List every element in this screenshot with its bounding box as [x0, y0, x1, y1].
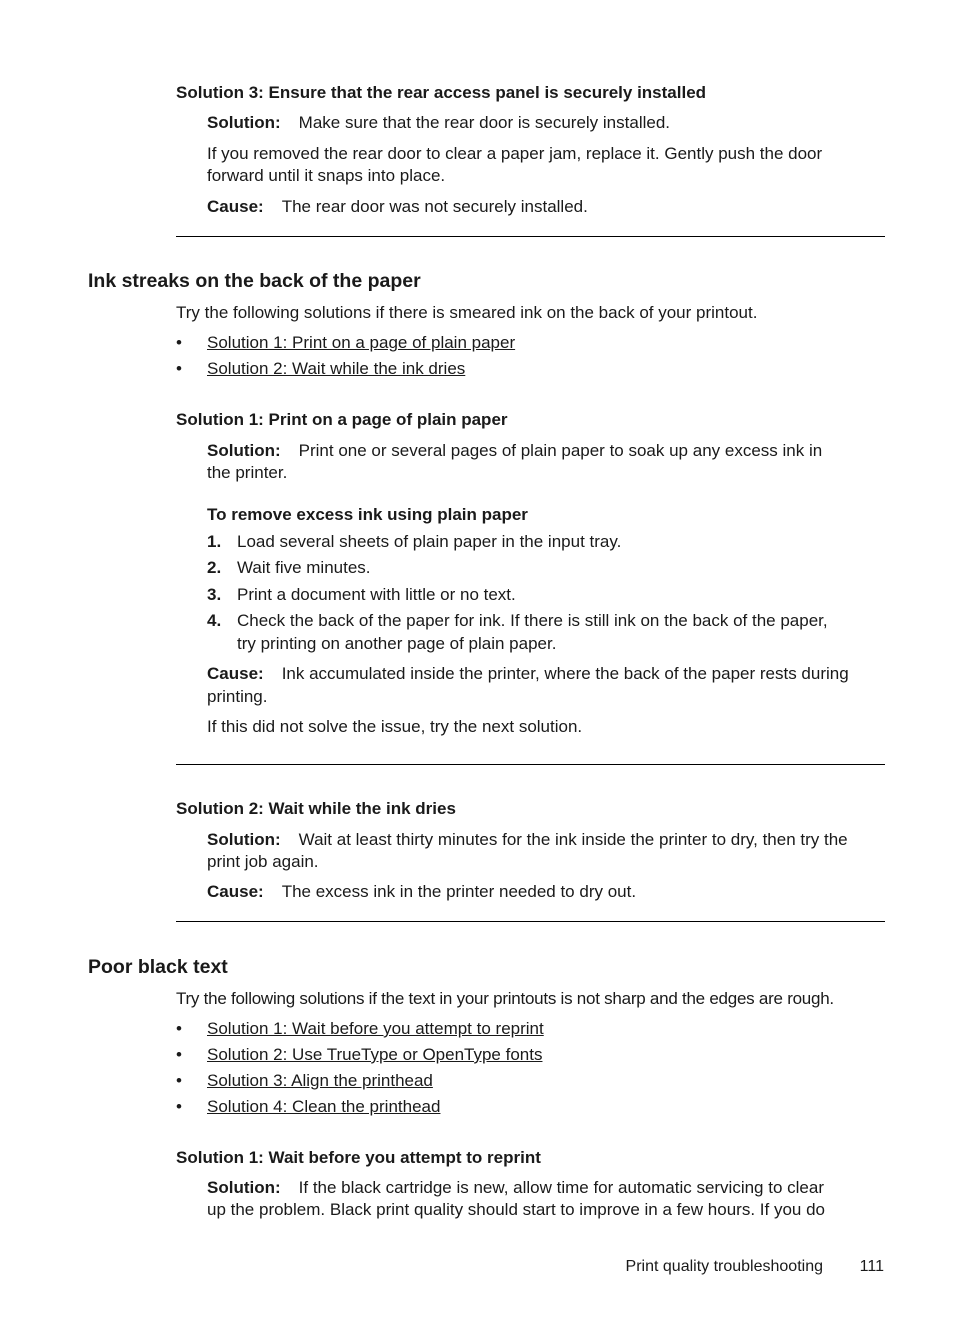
- body-text: If this did not solve the issue, try the next solution.: [207, 717, 583, 736]
- divider: [176, 764, 885, 765]
- cause-text: Ink accumulated inside the printer, where the back of the paper rests during: [281, 664, 849, 683]
- topic-heading: Poor black text: [88, 956, 228, 978]
- step-number: 2.: [207, 558, 222, 577]
- solution-text: Wait at least thirty minutes for the ink inside the printer to dry, then try the: [298, 830, 848, 849]
- link-solution-2[interactable]: Solution 2: Wait while the ink dries: [207, 359, 466, 378]
- step-number: 1.: [207, 532, 222, 551]
- bullet: •: [176, 359, 182, 378]
- cause-text: The rear door was not securely installed.: [281, 197, 588, 216]
- cause-paragraph: [207, 197, 588, 217]
- link-solution-1[interactable]: Solution 1: Print on a page of plain paper: [207, 333, 516, 352]
- solution-paragraph: [207, 113, 670, 133]
- divider: [176, 236, 885, 237]
- page-number: 111: [859, 1258, 884, 1275]
- solution-text: Make sure that the rear door is securely installed.: [298, 113, 670, 132]
- step-number: 4.: [207, 611, 222, 630]
- section-heading: Solution 1: Wait before you attempt to reprint: [176, 1148, 541, 1167]
- link-solution-2[interactable]: Solution 2: Use TrueType or OpenType fonts: [207, 1045, 543, 1064]
- link-solution-3[interactable]: Solution 3: Align the printhead: [207, 1071, 433, 1090]
- bullet: •: [176, 1019, 182, 1038]
- intro-text: Try the following solutions if the text in your printouts is not sharp and the edges are rough.: [176, 989, 834, 1008]
- bullet: •: [176, 1071, 182, 1090]
- step-text: Check the back of the paper for ink. If there is still ink on the back of the paper,: [237, 611, 828, 630]
- step-number: 3.: [207, 585, 222, 604]
- body-text: up the problem. Black print quality should start to improve in a few hours. If you do: [207, 1200, 825, 1219]
- body-text: forward until it snaps into place.: [207, 166, 446, 185]
- section-heading: Solution 2: Wait while the ink dries: [176, 799, 456, 818]
- step-text: Wait five minutes.: [237, 558, 371, 577]
- body-text: printing.: [207, 687, 268, 706]
- link-solution-4[interactable]: Solution 4: Clean the printhead: [207, 1097, 441, 1116]
- bullet: •: [176, 333, 182, 352]
- topic-heading: Ink streaks on the back of the paper: [88, 270, 421, 292]
- intro-text: Try the following solutions if there is smeared ink on the back of your printout.: [176, 303, 758, 322]
- footer-section-title: Print quality troubleshooting: [625, 1258, 823, 1275]
- step-text: try printing on another page of plain paper.: [237, 634, 557, 653]
- solution-paragraph: [207, 830, 848, 850]
- step-text: Print a document with little or no text.: [237, 585, 516, 604]
- body-text: the printer.: [207, 463, 288, 482]
- body-text: If you removed the rear door to clear a paper jam, replace it. Gently push the door: [207, 144, 823, 163]
- bullet: •: [176, 1097, 182, 1116]
- cause-text: The excess ink in the printer needed to dry out.: [281, 882, 637, 901]
- body-text: print job again.: [207, 852, 319, 871]
- solution-text: If the black cartridge is new, allow time for automatic servicing to clear: [298, 1178, 824, 1197]
- cause-paragraph: [207, 664, 849, 684]
- cause-label: Cause:: [207, 882, 264, 901]
- bullet: •: [176, 1045, 182, 1064]
- divider: [176, 921, 885, 922]
- solution-text: Print one or several pages of plain paper to soak up any excess ink in: [298, 441, 823, 460]
- section-heading: Solution 3: Ensure that the rear access panel is securely installed: [176, 83, 707, 102]
- solution-label: Solution:: [207, 113, 281, 132]
- solution-label: Solution:: [207, 1178, 281, 1197]
- procedure-title: To remove excess ink using plain paper: [207, 505, 528, 524]
- link-solution-1[interactable]: Solution 1: Wait before you attempt to reprint: [207, 1019, 544, 1038]
- section-heading: Solution 1: Print on a page of plain paper: [176, 410, 508, 429]
- cause-paragraph: [207, 882, 636, 902]
- cause-label: Cause:: [207, 197, 264, 216]
- solution-label: Solution:: [207, 441, 281, 460]
- cause-label: Cause:: [207, 664, 264, 683]
- solution-paragraph: [207, 1178, 824, 1198]
- solution-label: Solution:: [207, 830, 281, 849]
- solution-paragraph: [207, 441, 822, 461]
- step-text: Load several sheets of plain paper in the input tray.: [237, 532, 622, 551]
